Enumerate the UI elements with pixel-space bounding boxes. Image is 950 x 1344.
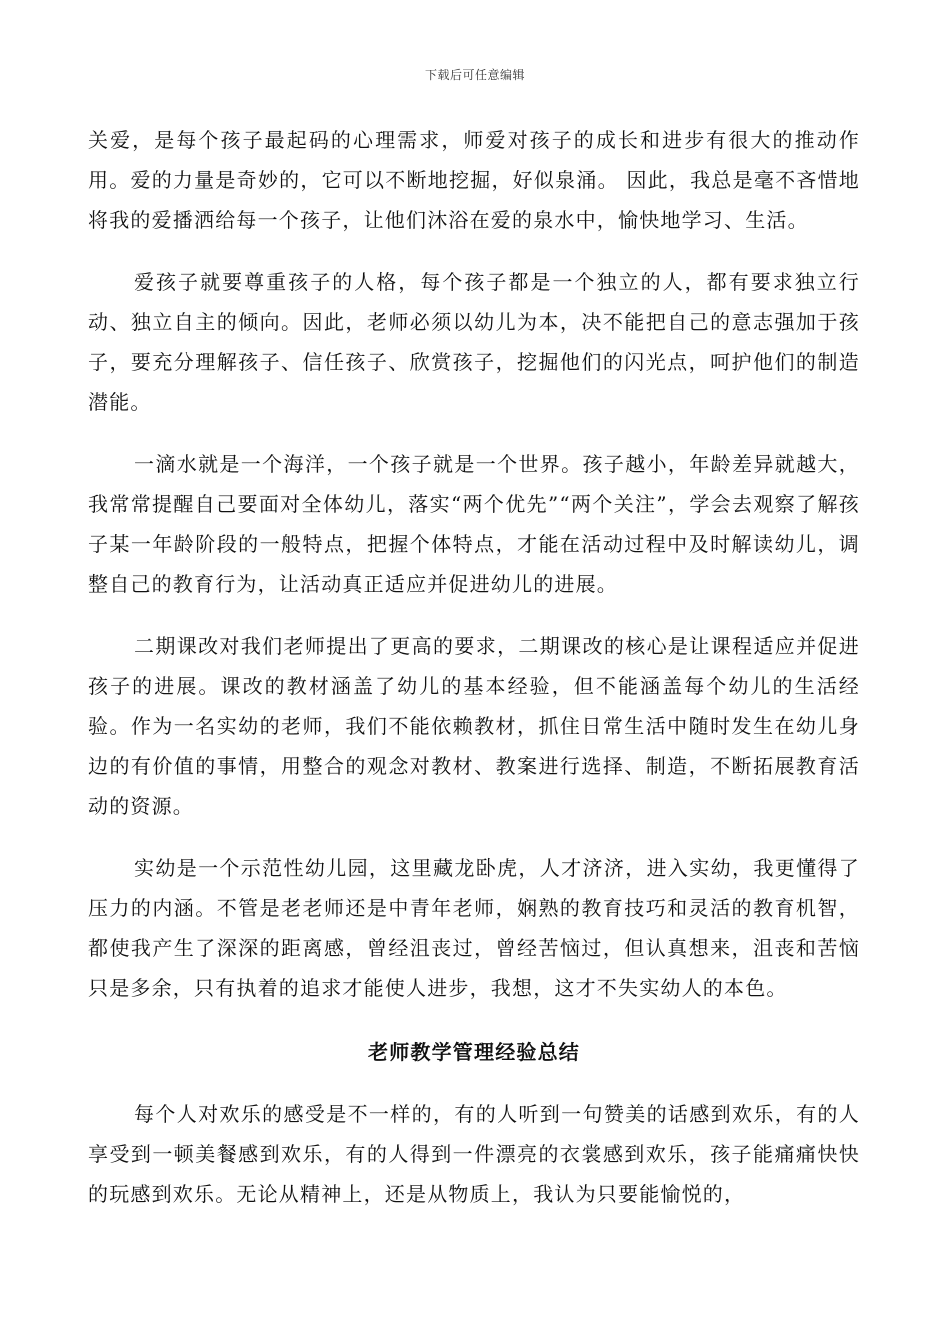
paragraph-5: 实幼是一个示范性幼儿园，这里藏龙卧虎，人才济济，进入实幼，我更懂得了压力的内涵。不管是老老师还是中青年老师，娴熟的教育技巧和灵活的教育机智，都使我产生了深深的距离感，曾经沮丧过，曾经苦恼过，但认真想来，沮丧和苦恼只是多余，只有执着的追求才能使人进步，我想，这才不失实幼人的本色。: [88, 856, 860, 1000]
paragraph-1: 关爱，是每个孩子最起码的心理需求，师爱对孩子的成长和进步有很大的推动作用。爱的力量是奇妙的，它可以不断地挖掘，好似泉涌。 因此，我总是毫不吝惜地将我的爱播洒给每一个孩子，让他们沐浴在爱的泉水中，愉快地学习、生活。: [88, 128, 860, 232]
paragraph-2: 爱孩子就要尊重孩子的人格，每个孩子都是一个独立的人，都有要求独立行动、独立自主的倾向。因此，老师必须以幼儿为本，决不能把自己的意志强加于孩子，要充分理解孩子、信任孩子、欣赏孩子，挖掘他们的闪光点，呵护他们的制造潜能。: [88, 270, 860, 414]
section-title: 老师教学管理经验总结: [368, 1040, 580, 1064]
document-body: [88, 120, 860, 1214]
section-paragraph-1: 每个人对欢乐的感受是不一样的，有的人听到一句赞美的话感到欢乐，有的人享受到一顿美餐感到欢乐，有的人得到一件漂亮的衣裳感到欢乐，孩子能痛痛快快的玩感到欢乐。无论从精神上，还是从物质上，我认为只要能愉悦的，: [88, 1102, 860, 1206]
paragraph-3: 一滴水就是一个海洋，一个孩子就是一个世界。孩子越小，年龄差异就越大，我常常提醒自己要面对全体幼儿，落实“两个优先”“两个关注”，学会去观察了解孩子某一年龄阶段的一般特点，把握个体特点，才能在活动过程中及时解读幼儿，调整自己的教育行为，让活动真正适应并促进幼儿的进展。: [88, 452, 860, 596]
paragraph-4: 二期课改对我们老师提出了更高的要求，二期课改的核心是让课程适应并促进孩子的进展。课改的教材涵盖了幼儿的基本经验，但不能涵盖每个幼儿的生活经验。作为一名实幼的老师，我们不能依赖教材，抓住日常生活中随时发生在幼儿身边的有价值的事情，用整合的观念对教材、教案进行选择、制造，不断拓展教育活动的资源。: [88, 634, 860, 818]
page-header-note: 下载后可任意编辑: [424, 68, 525, 82]
